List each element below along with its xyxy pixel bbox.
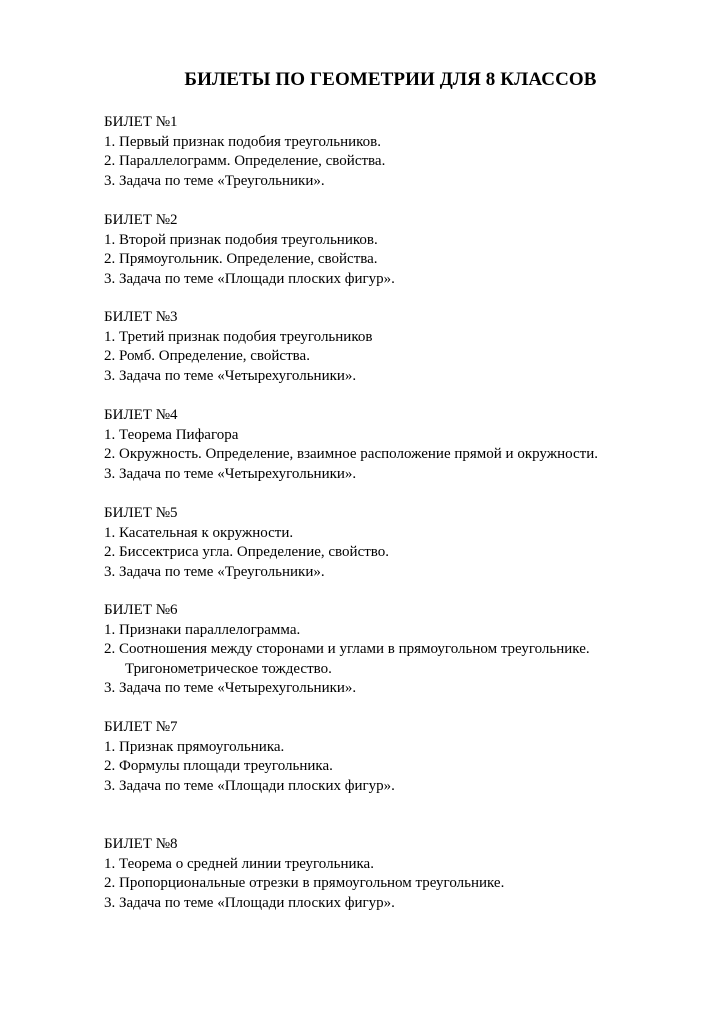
ticket-question: 3. Задача по теме «Треугольники». [104, 172, 325, 189]
ticket-2 [104, 211, 704, 289]
ticket-question: 2. Параллелограмм. Определение, свойства. [104, 153, 386, 169]
ticket-6 [104, 601, 704, 699]
ticket-question: 1. Второй признак подобия треугольников. [104, 231, 378, 248]
ticket-1 [104, 113, 704, 191]
ticket-question: 1. Первый признак подобия треугольников. [104, 133, 382, 150]
ticket-heading: БИЛЕТ №7 [104, 719, 178, 735]
ticket-heading: БИЛЕТ №4 [104, 407, 178, 423]
ticket-5 [104, 504, 704, 582]
ticket-heading: БИЛЕТ №5 [104, 505, 178, 521]
ticket-question: 1. Теорема о средней линии треугольника. [104, 855, 374, 872]
ticket-4 [104, 406, 704, 484]
ticket-question: 1. Теорема Пифагора [104, 426, 239, 443]
ticket-question: 3. Задача по теме «Четырехугольники». [104, 367, 357, 384]
ticket-question: 2. Ромб. Определение, свойства. [104, 348, 310, 364]
ticket-heading: БИЛЕТ №1 [104, 114, 178, 130]
ticket-8 [104, 835, 704, 913]
ticket-question: 3. Задача по теме «Треугольники». [104, 563, 325, 580]
ticket-question: 3. Задача по теме «Площади плоских фигур». [104, 777, 395, 794]
ticket-question: 3. Задача по теме «Четырехугольники». [104, 465, 357, 482]
ticket-question: 2. Окружность. Определение, взаимное расположение прямой и окружности. [104, 446, 598, 462]
ticket-question: 2. Прямоугольник. Определение, свойства. [104, 251, 378, 267]
ticket-question: 1. Касательная к окружности. [104, 524, 294, 541]
ticket-question: 2. Пропорциональные отрезки в прямоугольном треугольнике. [104, 875, 505, 891]
ticket-heading: БИЛЕТ №2 [104, 212, 178, 228]
ticket-heading: БИЛЕТ №8 [104, 836, 178, 852]
ticket-question-text: 2. Соотношения между сторонами и углами в прямоугольном треугольнике. [104, 641, 590, 657]
ticket-question: 1. Признак прямоугольника. [104, 738, 285, 755]
ticket-question [104, 640, 704, 679]
ticket-heading: БИЛЕТ №6 [104, 602, 178, 618]
ticket-heading: БИЛЕТ №3 [104, 309, 178, 325]
ticket-question: 2. Формулы площади треугольника. [104, 758, 333, 774]
ticket-question: 3. Задача по теме «Площади плоских фигур». [104, 270, 395, 287]
ticket-question: 3. Задача по теме «Четырехугольники». [104, 680, 357, 696]
ticket-7 [104, 718, 704, 796]
ticket-question: 1. Признаки параллелограмма. [104, 621, 301, 638]
ticket-3 [104, 308, 704, 386]
ticket-question: 1. Третий признак подобия треугольников [104, 328, 373, 345]
ticket-question-continuation: Тригонометрическое тождество. [125, 660, 332, 677]
ticket-question: 3. Задача по теме «Площади плоских фигур». [104, 894, 395, 911]
document-title: БИЛЕТЫ ПО ГЕОМЕТРИИ ДЛЯ 8 КЛАССОВ [184, 69, 597, 90]
ticket-question: 2. Биссектриса угла. Определение, свойство. [104, 544, 390, 560]
